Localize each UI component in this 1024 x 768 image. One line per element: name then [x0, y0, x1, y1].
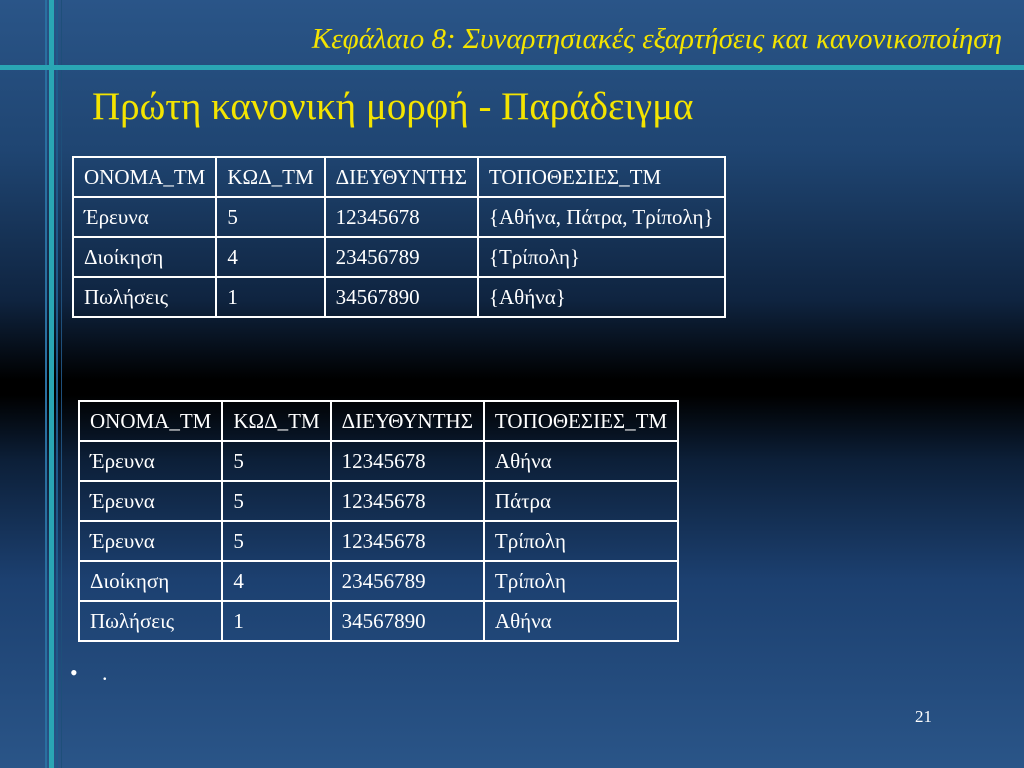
table-cell: 12345678: [325, 197, 478, 237]
decorative-vline: [45, 0, 47, 768]
bullet-item: [70, 660, 108, 686]
column-header: ΔΙΕΥΘΥΝΤΗΣ: [331, 401, 484, 441]
column-header: ΔΙΕΥΘΥΝΤΗΣ: [325, 157, 478, 197]
page-number: 21: [915, 707, 932, 726]
table-cell: Έρευνα: [73, 197, 216, 237]
table-row: [73, 197, 725, 237]
table-cell: 12345678: [331, 441, 484, 481]
table-header-row: [79, 401, 678, 441]
table-cell: 1: [216, 277, 324, 317]
table-first-normal-form: [78, 400, 679, 642]
table-unnormalized: [72, 156, 726, 318]
header-divider: [0, 65, 1024, 70]
table-cell: 23456789: [325, 237, 478, 277]
table-cell: 23456789: [331, 561, 484, 601]
table-cell: Αθήνα: [484, 601, 678, 641]
chapter-title: Κεφάλαιο 8: Συναρτησιακές εξαρτήσεις και κανονικοποίηση: [311, 23, 1002, 55]
table-cell: Διοίκηση: [73, 237, 216, 277]
table-cell: Πωλήσεις: [79, 601, 222, 641]
table-cell: Έρευνα: [79, 481, 222, 521]
table-cell: 34567890: [331, 601, 484, 641]
table-cell: Τρίπολη: [484, 521, 678, 561]
table-cell: Διοίκηση: [79, 561, 222, 601]
table-cell: Έρευνα: [79, 441, 222, 481]
column-header: ΟΝΟΜΑ_ΤΜ: [73, 157, 216, 197]
table-row: [79, 481, 678, 521]
table-cell: Πωλήσεις: [73, 277, 216, 317]
table-row: [79, 601, 678, 641]
table-cell: 34567890: [325, 277, 478, 317]
table-header-row: [73, 157, 725, 197]
table-row: [73, 277, 725, 317]
table-cell: Πάτρα: [484, 481, 678, 521]
table-cell: 5: [222, 441, 330, 481]
column-header: ΤΟΠΟΘΕΣΙΕΣ_ΤΜ: [478, 157, 725, 197]
column-header: ΟΝΟΜΑ_ΤΜ: [79, 401, 222, 441]
decorative-vline: [49, 0, 54, 768]
table-row: [79, 521, 678, 561]
table-cell: 12345678: [331, 521, 484, 561]
table-cell: Αθήνα: [484, 441, 678, 481]
bullet-text: .: [102, 660, 108, 685]
table-cell: 1: [222, 601, 330, 641]
table-cell: 12345678: [331, 481, 484, 521]
table-cell: {Αθήνα}: [478, 277, 725, 317]
table-row: [79, 561, 678, 601]
table-cell: 5: [216, 197, 324, 237]
bullet-marker: •: [70, 660, 78, 685]
slide-title: Πρώτη κανονική μορφή - Παράδειγμα: [92, 85, 694, 128]
table-cell: 5: [222, 521, 330, 561]
table-cell: {Τρίπολη}: [478, 237, 725, 277]
table-cell: 5: [222, 481, 330, 521]
decorative-vline: [56, 0, 58, 768]
table-cell: 4: [216, 237, 324, 277]
table-cell: {Αθήνα, Πάτρα, Τρίπολη}: [478, 197, 725, 237]
table-cell: 4: [222, 561, 330, 601]
decorative-vline: [61, 0, 62, 768]
table-row: [79, 441, 678, 481]
column-header: ΚΩΔ_ΤΜ: [222, 401, 330, 441]
column-header: ΚΩΔ_ΤΜ: [216, 157, 324, 197]
column-header: ΤΟΠΟΘΕΣΙΕΣ_ΤΜ: [484, 401, 678, 441]
table-row: [73, 237, 725, 277]
table-cell: Τρίπολη: [484, 561, 678, 601]
table-cell: Έρευνα: [79, 521, 222, 561]
